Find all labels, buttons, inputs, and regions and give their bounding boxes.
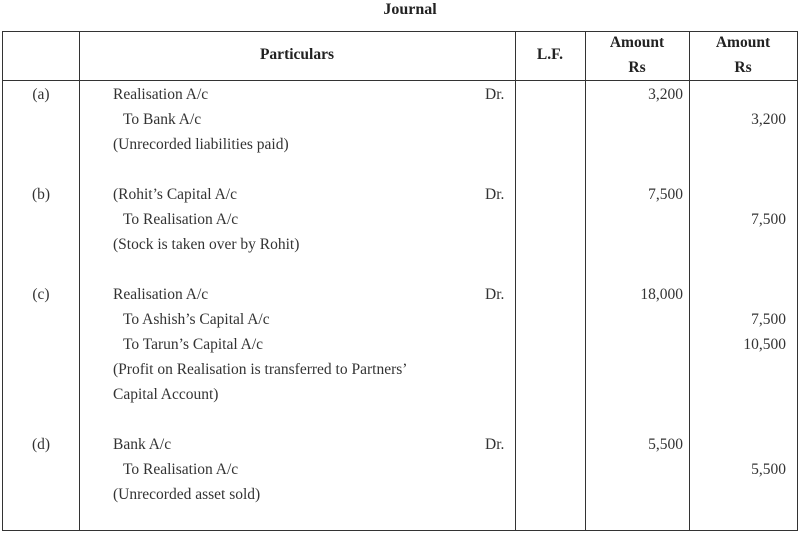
debit-amount: 3,200: [648, 86, 683, 103]
debit-amount: 7,500: [648, 186, 683, 203]
credit-amount: 7,500: [751, 211, 786, 228]
entry-label: (a): [32, 86, 50, 103]
particulars-line: Capital Account): [113, 386, 219, 403]
column-divider: [515, 32, 516, 530]
column-divider: [79, 32, 80, 530]
debit-marker: Dr.: [485, 286, 505, 303]
entry-particulars: [113, 432, 260, 507]
debit-amount: 5,500: [648, 436, 683, 453]
particulars-line: (Profit on Realisation is transferred to Partners’: [113, 361, 408, 378]
particulars-line: Realisation A/c: [113, 86, 209, 103]
debit-marker: Dr.: [485, 436, 505, 453]
particulars-line: (Rohit’s Capital A/c: [113, 186, 237, 203]
header-divider: [3, 80, 797, 81]
journal-table: [2, 31, 798, 531]
particulars-line: Realisation A/c: [113, 286, 209, 303]
debit-marker: Dr.: [485, 186, 505, 203]
entry-label: (b): [31, 186, 51, 203]
column-divider: [585, 32, 586, 530]
header-particulars: Particulars: [259, 46, 335, 63]
particulars-line: To Tarun’s Capital A/c: [123, 336, 264, 353]
header-amount-credit: Amount: [715, 34, 771, 51]
entry-particulars: [113, 182, 299, 257]
particulars-line: To Ashish’s Capital A/c: [123, 311, 270, 328]
debit-amount: 18,000: [640, 286, 683, 303]
particulars-line: Bank A/c: [113, 436, 172, 453]
journal-title: Journal: [383, 1, 437, 18]
header-lf: L.F.: [536, 46, 564, 63]
particulars-line: To Bank A/c: [123, 111, 202, 128]
entry-particulars: [113, 82, 289, 157]
entry-label: (c): [32, 286, 50, 303]
entry-particulars: [113, 282, 407, 407]
particulars-line: To Realisation A/c: [123, 211, 239, 228]
credit-amount: 7,500: [751, 311, 786, 328]
header-amount-debit-unit: Rs: [628, 59, 646, 76]
particulars-line: (Unrecorded asset sold): [113, 486, 261, 503]
credit-amount: 3,200: [751, 111, 786, 128]
entry-label: (d): [31, 436, 51, 453]
particulars-line: (Stock is taken over by Rohit): [113, 236, 300, 253]
debit-marker: Dr.: [485, 86, 505, 103]
column-divider: [689, 32, 690, 530]
header-amount-debit: Amount: [609, 34, 665, 51]
header-amount-credit-unit: Rs: [734, 59, 752, 76]
particulars-line: To Realisation A/c: [123, 461, 239, 478]
credit-amount: 10,500: [743, 336, 786, 353]
particulars-line: (Unrecorded liabilities paid): [113, 136, 289, 153]
credit-amount: 5,500: [751, 461, 786, 478]
